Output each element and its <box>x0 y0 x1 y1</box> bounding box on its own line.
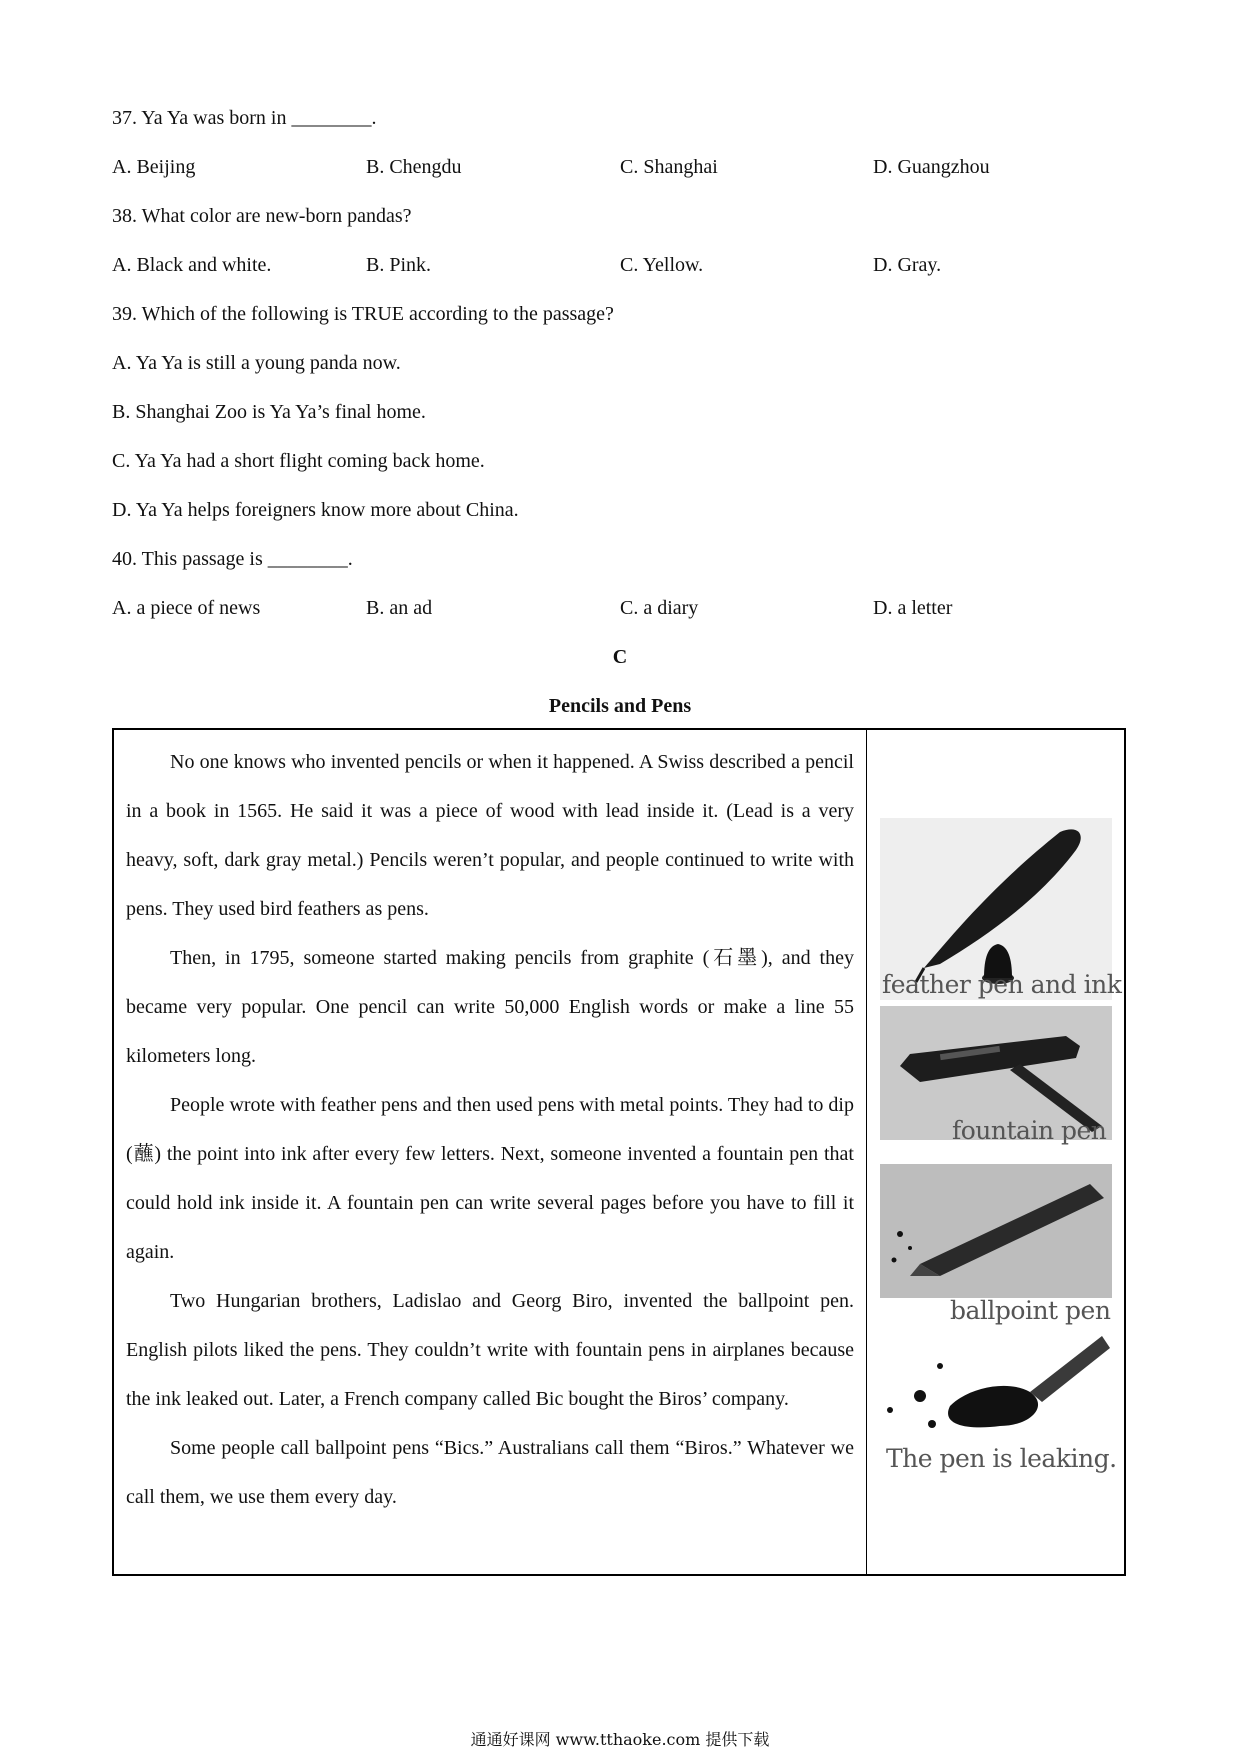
passage-paragraph-2: Then, in 1795, someone started making pencils from graphite (石墨), and they became very popular. One pencil can write 50,000 English words or make a line 55 kilometers long. <box>126 947 854 1067</box>
section-letter: C <box>612 646 628 668</box>
page-footer: 通通好课网 www.tthaoke.com 提供下载 <box>470 1730 770 1749</box>
ink-leak-icon <box>880 1326 1112 1448</box>
ballpoint-pen-label: ballpoint pen <box>950 1296 1111 1325</box>
question-38-stem: 38. What color are new-born pandas? <box>112 205 412 227</box>
question-40-option-c: C. a diary <box>620 597 699 619</box>
fountain-pen-label: fountain pen <box>952 1116 1107 1145</box>
question-40-option-d: D. a letter <box>873 597 953 619</box>
ballpoint-pen-image <box>880 1164 1112 1325</box>
column-divider <box>866 730 867 1574</box>
question-37-option-a: A. Beijing <box>112 156 196 178</box>
leaking-pen-image <box>880 1326 1117 1473</box>
passage-paragraph-4: Two Hungarian brothers, Ladislao and Georg Biro, invented the ballpoint pen. English pilots liked the pens. They couldn’t write with fountain pens in airplanes because the ink leaked out. Later, a French company called Bic bought the Biros’ company. <box>126 1290 854 1410</box>
question-37-option-c: C. Shanghai <box>620 156 718 178</box>
question-39-option-d: D. Ya Ya helps foreigners know more about China. <box>112 499 519 521</box>
passage-paragraph-1: No one knows who invented pencils or when it happened. A Swiss described a pencil in a book in 1565. He said it was a piece of wood with lead inside it. (Lead is a very heavy, soft, dark gray metal.) Pencils weren’t popular, and people continued to write with pens. They used bird feathers as pens. <box>126 751 854 920</box>
question-38-option-a: A. Black and white. <box>112 254 272 276</box>
question-39-option-b: B. Shanghai Zoo is Ya Ya’s final home. <box>112 401 426 423</box>
passage-title: Pencils and Pens <box>548 695 692 717</box>
question-37-stem: 37. Ya Ya was born in ________. <box>112 107 377 129</box>
question-40-option-a: A. a piece of news <box>112 597 261 619</box>
passage-image-cell <box>868 730 1124 1574</box>
question-38-option-b: B. Pink. <box>366 254 432 276</box>
feather-pen-image <box>880 818 1122 1000</box>
question-40-option-b: B. an ad <box>366 597 433 619</box>
passage-paragraph-3: People wrote with feather pens and then used pens with metal points. They had to dip (蘸) the point into ink after every few letters. Next, someone invented a fountain pen that could hold ink inside it. A fountain pen can write several pages before you have to fill it again. <box>126 1094 854 1263</box>
question-40-stem: 40. This passage is ________. <box>112 548 353 570</box>
question-37-option-d: D. Guangzhou <box>873 156 990 178</box>
passage-table <box>112 728 1126 1576</box>
question-39-option-c: C. Ya Ya had a short flight coming back home. <box>112 450 485 472</box>
fountain-pen-image <box>880 1006 1112 1145</box>
ballpoint-pen-icon <box>880 1164 1112 1298</box>
question-38-option-d: D. Gray. <box>873 254 942 276</box>
passage-paragraph-5: Some people call ballpoint pens “Bics.” Australians call them “Biros.” Whatever we call them, we use them every day. <box>126 1437 854 1508</box>
question-38-option-c: C. Yellow. <box>620 254 704 276</box>
question-37-option-b: B. Chengdu <box>366 156 462 178</box>
passage-text-cell <box>126 738 854 1522</box>
leaking-pen-label: The pen is leaking. <box>886 1444 1117 1473</box>
feather-pen-label: feather pen and ink <box>882 970 1122 999</box>
question-39-stem: 39. Which of the following is TRUE according to the passage? <box>112 303 614 325</box>
question-39-option-a: A. Ya Ya is still a young panda now. <box>112 352 401 374</box>
